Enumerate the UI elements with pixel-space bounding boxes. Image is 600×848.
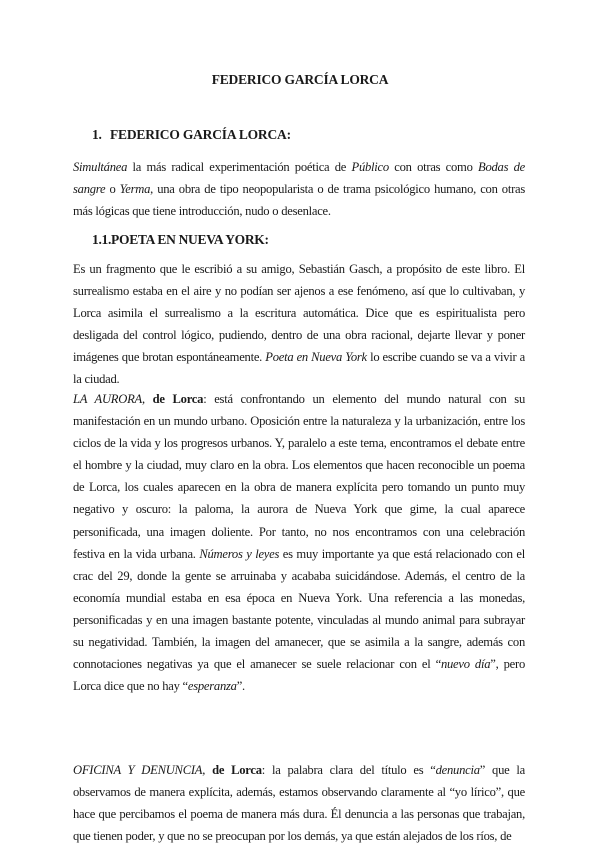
- poem-title: OFICINA Y DENUNCIA,: [73, 763, 206, 777]
- paragraph-text: : está confrontando un elemento del mundo natural con su manifestación en un mundo urbano. Oposición entre la naturaleza y la urbanización, entre los ciclos de la vida y los progresos urbanos. Y, paralelo a este tema, encontramos el debate entre el hombre y la ciudad, muy claro en la obra. Los elementos que hacen reconocible un poema de Lorca, los cuales aparecen en la obra de manera explícita pero tomando un punto muy negativo y oscuro: la paloma, la aurora de Nueva York que gime, la cual aparece personificada, una imagen doliente. Por tanto, no nos encontramos con una celebración festiva en la vida urbana.: [73, 392, 526, 561]
- work-title: Poeta en Nueva York: [265, 350, 367, 365]
- document-title: FEDERICO GARCÍA LORCA: [211, 72, 389, 87]
- work-title: Yerma: [119, 182, 151, 197]
- paragraph-text: o: [105, 182, 120, 197]
- paragraph-text: lo escribe cuando se va a vivir a la ciudad.: [73, 350, 526, 387]
- paragraph-text: con otras como: [388, 160, 479, 174]
- work-title: Público: [351, 160, 389, 174]
- poem-author: de Lorca: [144, 392, 204, 406]
- poem-title: LA AURORA,: [73, 392, 145, 406]
- paragraph-text: la más radical experimentación poética de: [127, 160, 352, 174]
- paragraph-text: es muy importante ya que está relacionado con el crac del 29, donde la gente se arruinaba y acababa suicidándose. Además, el centro de la economía mundial estaba en esa época en Nueva York. Una referencia a las monedas, personificadas y en una imagen bastante potente, vinculadas al mundo animal para subrayar su negatividad. También, la imagen del amanecer, que se asimila a la sangre, además con connotaciones negativas ya que el amanecer se suele relacionar con el “: [73, 546, 526, 672]
- intro-paragraph: [73, 156, 525, 222]
- aurora-paragraph: [73, 388, 525, 697]
- poeta-paragraph: [73, 258, 525, 391]
- section-heading: [92, 127, 291, 143]
- work-title: Simultánea: [73, 160, 128, 174]
- work-title: Bodas de sangre: [73, 160, 525, 197]
- paragraph-text: ”.: [236, 679, 245, 694]
- quoted-phrase: esperanza: [187, 679, 237, 694]
- work-title: Números y leyes: [199, 546, 280, 561]
- section-number: 1.: [92, 127, 102, 142]
- paragraph-text: : la palabra clara del título es “: [261, 763, 436, 777]
- subsection-heading: 1.1.POETA EN NUEVA YORK:: [92, 232, 269, 247]
- paragraph-text: ” que la observamos de manera explícita, además, estamos observando claramente al “yo lírico”, que hace que percibamos el poema de manera más dura. Él denuncia a las personas que trabajan, que tienen poder, y que no se preocupan por los demás, ya que están alejados de los ríos, de: [73, 763, 525, 844]
- oficina-paragraph: [73, 759, 525, 847]
- section-heading-text: FEDERICO GARCÍA LORCA:: [110, 127, 291, 142]
- quoted-phrase: denuncia: [435, 763, 480, 777]
- paragraph-text: ”, pero Lorca dice que no hay “: [73, 657, 525, 694]
- paragraph-text: , una obra de tipo neopopularista o de trama psicológico humano, con otras más lógicas que tiene introducción, nudo o desenlace.: [73, 182, 525, 219]
- poem-author: de Lorca: [205, 763, 262, 777]
- quoted-phrase: nuevo día: [440, 657, 491, 672]
- paragraph-text: Es un fragmento que le escribió a su amigo, Sebastián Gasch, a propósito de este libro. El surrealismo estaba en el aire y no podían ser ajenos a ese fenómeno, así que lo cultivaban, y Lorca asimila el surrealismo a la escritura automática. Dice que es espiritualista pero desligada del control lógico, pudiendo, dentro de una obra racional, dejarte llevar y poner imágenes que brotan espontáneamente.: [73, 262, 525, 365]
